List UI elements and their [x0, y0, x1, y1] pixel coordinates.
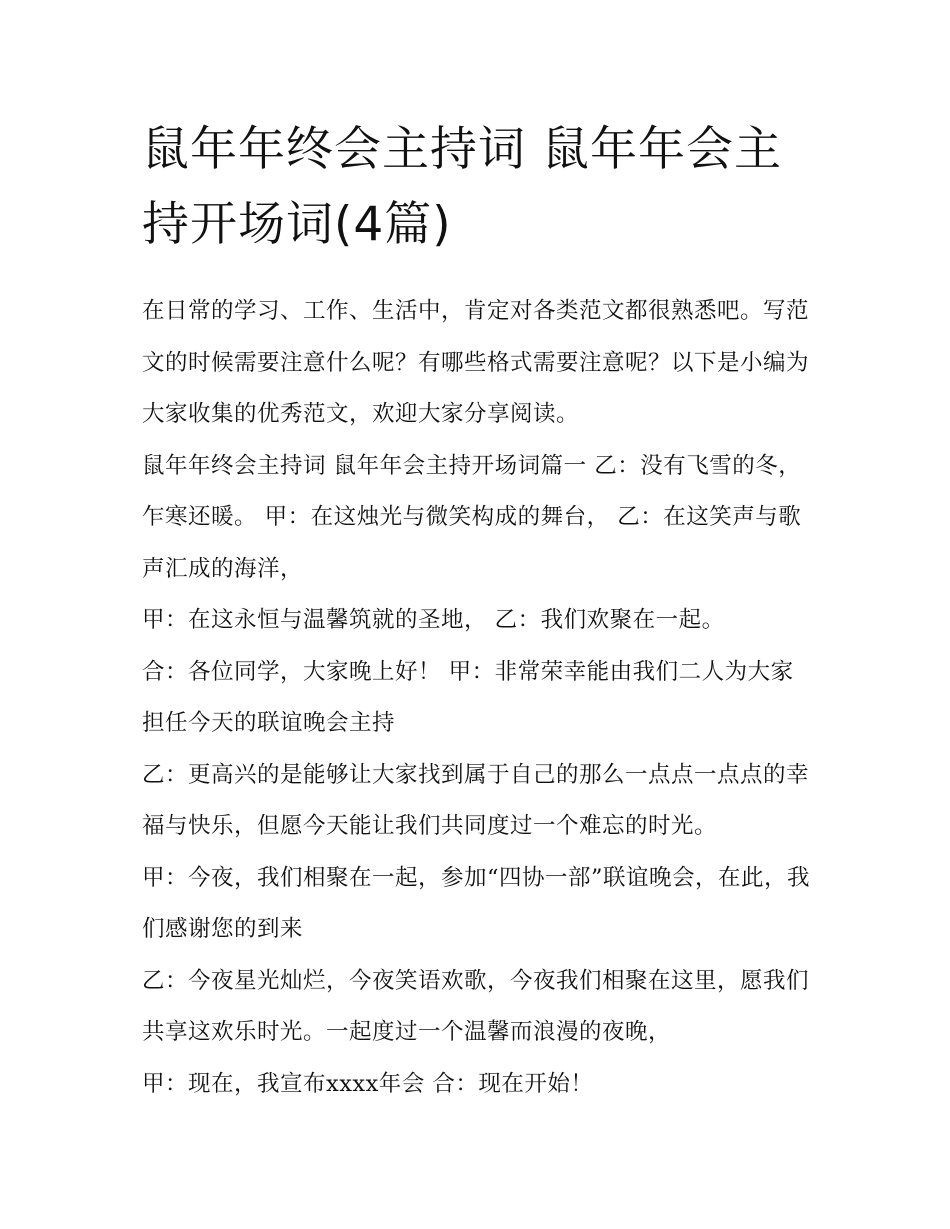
paragraph-dialogue-1: 鼠年年终会主持词 鼠年年会主持开场词篇一 乙：没有飞雪的冬，乍寒还暖。 甲：在这烛光与微笑构成的舞台， 乙：在这笑声与歌声汇成的海洋， [142, 452, 802, 582]
paragraph-dialogue-4: 乙：更高兴的是能够让大家找到属于自己的那么一点点一点点的幸福与快乐，但愿今天能让我们共同度过一个难忘的时光。 [142, 761, 810, 839]
document-body [142, 286, 814, 1110]
document-title: 鼠年年终会主持词 鼠年年会主持开场词(4篇) [142, 122, 782, 252]
document-page [142, 112, 814, 1110]
paragraph-dialogue-6: 乙：今夜星光灿烂，今夜笑语欢歌，今夜我们相聚在这里，愿我们共享这欢乐时光。一起度过一个温馨而浪漫的夜晚， [142, 967, 810, 1045]
paragraph-dialogue-5: 甲：今夜，我们相聚在一起，参加“四协一部”联谊晚会，在此，我们感谢您的到来 [142, 864, 811, 942]
paragraph-intro: 在日常的学习、工作、生活中，肯定对各类范文都很熟悉吧。写范文的时候需要注意什么呢？有哪些格式需要注意呢？以下是小编为大家收集的优秀范文，欢迎大家分享阅读。 [142, 298, 810, 427]
paragraph-dialogue-7: 甲：现在，我宣布xxxx年会 合：现在开始！ [142, 1070, 594, 1097]
paragraph-dialogue-3: 合：各位同学，大家晚上好！ 甲：非常荣幸能由我们二人为大家担任今天的联谊晚会主持 [142, 658, 794, 736]
paragraph-dialogue-2: 甲：在这永恒与温馨筑就的圣地， 乙：我们欢聚在一起。 [142, 607, 725, 633]
